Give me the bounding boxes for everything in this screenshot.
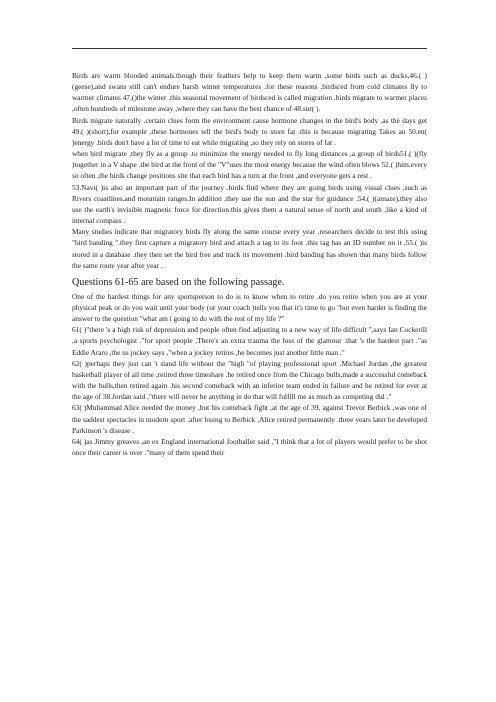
paragraph-4: 53.Navi( )is also an important part of the journey .birds find where they are going birds using visual clues ,such as Rivers coastlines,and mountain ranges.In addition ,they use the sun and the star for guidance .54.( )(amaze),they also use the earth's invisible magnetic force for direction.this gives them a natural sense of north and south ,like a kind of internal compass .	[72, 182, 427, 226]
passage2-paragraph-2: 61( )"there 's a high risk of depression and people often find adjusting to a new way of life difficult ",says Ian Cockerill ,a sports psychologist ."for sport people ,There's an extra trauma the loss of the glamour .that 's the hardest part ."as Eddie Araro ,the us jockey says ,"when a jockey retires ,he becomes just another little man ."	[72, 325, 427, 357]
top-rule	[72, 48, 427, 49]
document-body	[72, 70, 427, 458]
paragraph-3: when bird migrate ,they fly as a group .to minimize the energy needed to fly long distances ,a group of birds51.( )(fly )together in a V shape .the bird at the front of the "V"uses the most energy because the wind often blows 52.( )him.every so often ,the birds change positions site that each bird has a turn at the front ,and everyone gets a rest .	[72, 149, 427, 181]
paragraph-2: Birds migrate naturally .certain clues form the environment cause hormone changes in the bird's body .as the days get 49.( )(short),for example ,these hormones tell the bird's body to store fat .this is because migrating Takes an 50.en( )energy .birds don't have a lot of time to eat while migrating ,so they rely on stores of fat .	[72, 115, 427, 147]
paragraph-5: Many studies indicate that migratory birds fly along the same course every year .researchers decide to test this using "bird banding ".they first capture a migratory bird and attach a tag to its foot .this tag has an ID number on it ,55.( )is stored in a database .they then set the bird free and track its movement .bird banding has shown that many birds follow the same route year after year .	[72, 227, 427, 270]
section-heading: Questions 61-65 are based on the following passage.	[72, 276, 285, 288]
passage2-paragraph-1: One of the hardest things for any sportsperson to do is to know when to retire .do you retire when you are at your physical peak or do you wait until your body (or your coach )tells you that it's time to go "but even harder is finding the answer to the question "what am i going to do with the rest of my life ?"	[72, 291, 427, 324]
passage2-paragraph-4: 63( )Muhammad Alice needed the money ,but his comeback fight ,at the age of 39, against Trevor Berbick ,was one of the saddest spectacles in modern sport .after losing to Berbick ,Alice retired permanently .three years later he developed Parkinson 's disease .	[72, 403, 427, 435]
passage2-paragraph-5: 64( )as Jimmy greaves ,an ex England international footballer said ,"I think that a lot of players would prefer to be shot once their career is over ."many of them spend their	[72, 436, 427, 457]
paragraph-1: Birds are warm blooded animals.though their feathers help to keep them warm ,some birds such as ducks,46.( )(geese),and swans still can't endure harsh winter temperatures .for these reasons ,birdsced from cold climates fly to warmer climates 47.()the winter .this seasonal movement of birdsced is called migration .birds migrate to warmer places ,often hundreds of milestone away ,where they can have the best chance of 48.sur( ).	[72, 71, 427, 114]
passage2-paragraph-3: 62( )perhaps they just can 't stand life without the "high "of playing professional sport .Michael Jordan ,the greatest basketball player of all time ,retired three timeshare .he retired once from the Chicago bulls,made a successful comeback with the bulls,then retired again .his second comeback with an inferior team ended in failure and he retired for ever at the age of 38.Jordan said ,"there will never be anything in do that will fulfill me as much as competing did ."	[72, 358, 427, 402]
